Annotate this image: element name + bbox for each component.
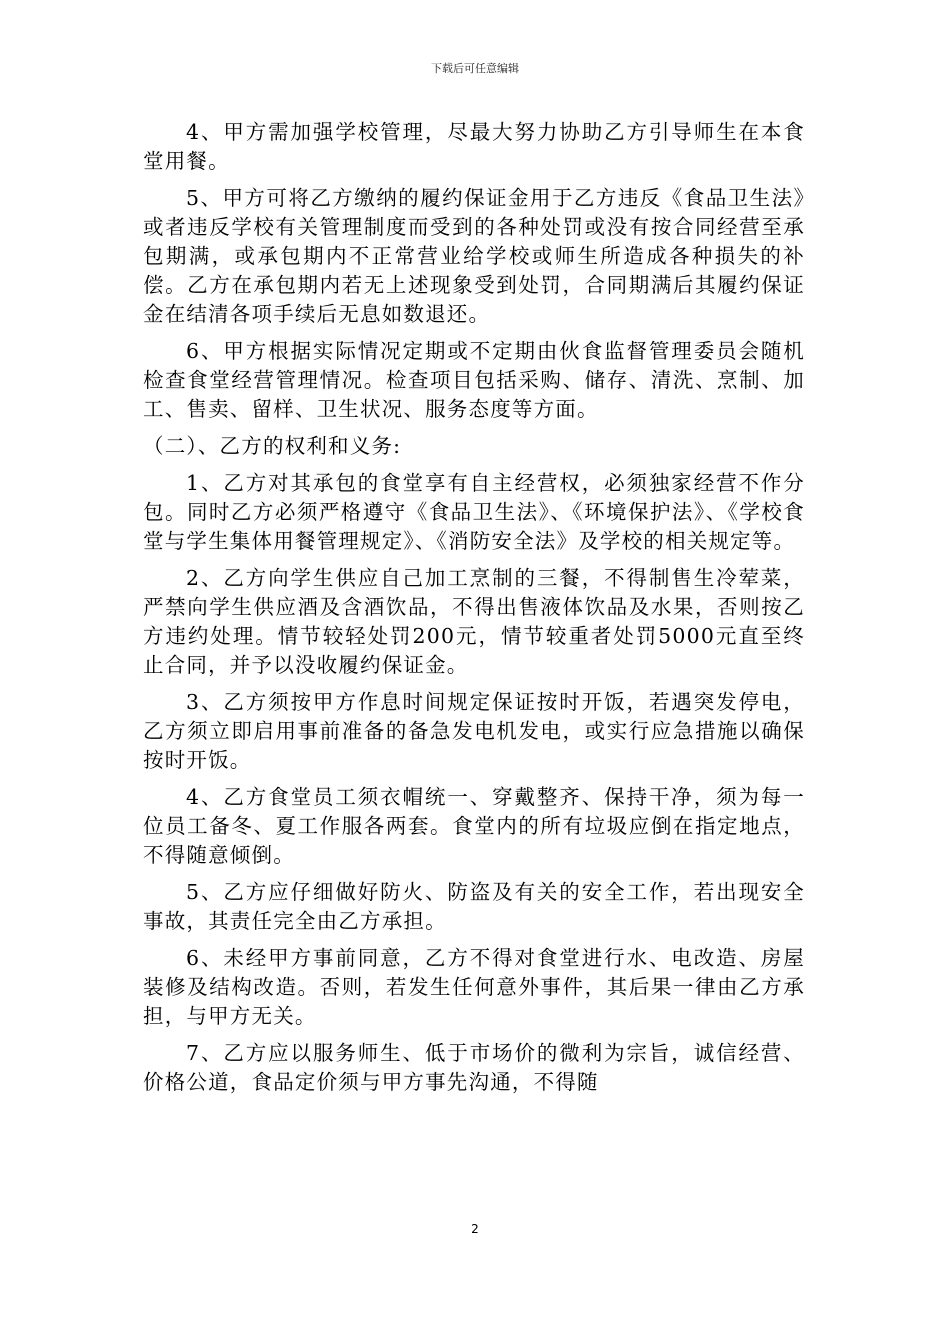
paragraph: 5、乙方应仔细做好防火、防盗及有关的安全工作，若出现安全事故，其责任完全由乙方承担。 (143, 880, 805, 933)
page-header: 下载后可任意编辑 (431, 62, 519, 75)
section-heading: （二）、乙方的权利和义务: (143, 434, 402, 458)
paragraph: 3、乙方须按甲方作息时间规定保证按时开饭，若遇突发停电，乙方须立即启用事前准备的备急发电机发电，或实行应急措施以确保按时开饭。 (143, 690, 805, 772)
paragraph: 4、乙方食堂员工须衣帽统一、穿戴整齐、保持干净，须为每一位员工备冬、夏工作服各两套。食堂内的所有垃圾应倒在指定地点，不得随意倾倒。 (143, 785, 805, 867)
paragraph: 4、甲方需加强学校管理，尽最大努力协助乙方引导师生在本食堂用餐。 (143, 120, 805, 173)
paragraph: 1、乙方对其承包的食堂享有自主经营权，必须独家经营不作分包。同时乙方必须严格遵守《食品卫生法》、《环境保护法》、《学校食堂与学生集体用餐管理规定》、《消防安全法》及学校的相关规定等。 (143, 471, 805, 553)
page-number: 2 (471, 1222, 479, 1236)
paragraph: 5、甲方可将乙方缴纳的履约保证金用于乙方违反《食品卫生法》或者违反学校有关管理制度而受到的各种处罚或没有按合同经营至承包期满，或承包期内不正常营业给学校或师生所造成各种损失的补偿。乙方在承包期内若无上述现象受到处罚，合同期满后其履约保证金在结清各项手续后无息如数退还。 (143, 186, 805, 326)
paragraph: 7、乙方应以服务师生、低于市场价的微利为宗旨，诚信经营、价格公道，食品定价须与甲方事先沟通，不得随 (143, 1041, 805, 1094)
document-body (143, 118, 805, 1105)
paragraph: 2、乙方向学生供应自己加工烹制的三餐，不得制售生冷荤菜，严禁向学生供应酒及含酒饮品，不得出售液体饮品及水果，否则按乙方违约处理。情节较轻处罚200元，情节较重者处罚5000元直至终止合同，并予以没收履约保证金。 (143, 566, 805, 677)
paragraph: 6、甲方根据实际情况定期或不定期由伙食监督管理委员会随机检查食堂经营管理情况。检查项目包括采购、储存、清洗、烹制、加工、售卖、留样、卫生状况、服务态度等方面。 (143, 339, 805, 421)
paragraph: 6、未经甲方事前同意，乙方不得对食堂进行水、电改造、房屋装修及结构改造。否则，若发生任何意外事件，其后果一律由乙方承担，与甲方无关。 (143, 946, 805, 1028)
